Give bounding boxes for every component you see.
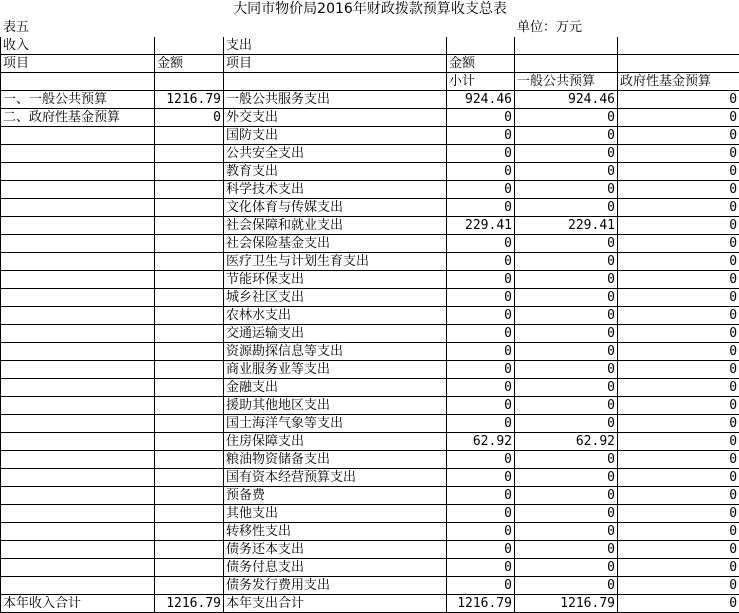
- expense-general: 0: [515, 271, 618, 289]
- expense-item: 社会保障和就业支出: [224, 217, 447, 235]
- expense-item: 其他支出: [224, 505, 447, 523]
- expense-item: 社会保险基金支出: [224, 235, 447, 253]
- expense-general: 0: [515, 379, 618, 397]
- general-budget-header: 一般公共预算: [515, 73, 618, 91]
- expense-subtotal: 62.92: [447, 433, 515, 451]
- expense-item: 节能环保支出: [224, 271, 447, 289]
- expense-fund: 0: [618, 127, 739, 145]
- expense-subtotal: 0: [447, 577, 515, 595]
- expense-subtotal: 0: [447, 343, 515, 361]
- expense-fund: 0: [618, 469, 739, 487]
- expense-subtotal: 0: [447, 145, 515, 163]
- expense-fund: 0: [618, 505, 739, 523]
- expense-general: 0: [515, 577, 618, 595]
- expense-item: 债务发行费用支出: [224, 577, 447, 595]
- expense-subtotal: 0: [447, 307, 515, 325]
- table-row: [1, 163, 739, 181]
- expense-fund: 0: [618, 217, 739, 235]
- expense-general: 0: [515, 199, 618, 217]
- income-item: 一、一般公共预算: [1, 91, 155, 109]
- expense-fund: 0: [618, 307, 739, 325]
- expense-header: 支出: [224, 37, 447, 55]
- table-row: [1, 397, 739, 415]
- expense-subtotal: 0: [447, 235, 515, 253]
- table-row: [1, 127, 739, 145]
- expense-item-header: 项目: [224, 55, 447, 73]
- expense-fund: 0: [618, 163, 739, 181]
- totals-row: [1, 595, 739, 613]
- expense-item: 一般公共服务支出: [224, 91, 447, 109]
- expense-general: 0: [515, 127, 618, 145]
- table-row: [1, 577, 739, 595]
- header-row-1: [1, 37, 739, 55]
- expense-general: 0: [515, 541, 618, 559]
- expense-fund: 0: [618, 577, 739, 595]
- expense-fund: 0: [618, 109, 739, 127]
- table-row: [1, 361, 739, 379]
- expense-item: 金融支出: [224, 379, 447, 397]
- income-total-label: 本年收入合计: [1, 595, 155, 613]
- expense-general: 0: [515, 181, 618, 199]
- expense-subtotal: 0: [447, 271, 515, 289]
- title-row: [1, 1, 739, 19]
- expense-item: 国土海洋气象等支出: [224, 415, 447, 433]
- table-row: [1, 109, 739, 127]
- table-row: [1, 415, 739, 433]
- expense-total-general: 1216.79: [515, 595, 618, 613]
- table-row: [1, 451, 739, 469]
- expense-general: 0: [515, 505, 618, 523]
- expense-item: 资源勘探信息等支出: [224, 343, 447, 361]
- expense-subtotal: 0: [447, 451, 515, 469]
- expense-general: 0: [515, 307, 618, 325]
- expense-subtotal: 0: [447, 397, 515, 415]
- expense-subtotal: 0: [447, 505, 515, 523]
- expense-item: 文化体育与传媒支出: [224, 199, 447, 217]
- table-row: [1, 181, 739, 199]
- expense-item: 债务付息支出: [224, 559, 447, 577]
- table-body: [1, 1, 739, 613]
- expense-general: 62.92: [515, 433, 618, 451]
- table-row: [1, 325, 739, 343]
- expense-item: 住房保障支出: [224, 433, 447, 451]
- expense-subtotal: 0: [447, 181, 515, 199]
- table-row: [1, 541, 739, 559]
- expense-item: 债务还本支出: [224, 541, 447, 559]
- expense-item: 预备费: [224, 487, 447, 505]
- expense-general: 0: [515, 451, 618, 469]
- expense-item: 援助其他地区支出: [224, 397, 447, 415]
- expense-fund: 0: [618, 415, 739, 433]
- expense-fund: 0: [618, 451, 739, 469]
- table-row: [1, 307, 739, 325]
- table-row: [1, 523, 739, 541]
- expense-item: 国有资本经营预算支出: [224, 469, 447, 487]
- expense-total-label: 本年支出合计: [224, 595, 447, 613]
- expense-general: 0: [515, 397, 618, 415]
- expense-subtotal: 0: [447, 163, 515, 181]
- income-amount: 0: [155, 109, 224, 127]
- expense-item: 公共安全支出: [224, 145, 447, 163]
- expense-item: 医疗卫生与计划生育支出: [224, 253, 447, 271]
- expense-fund: 0: [618, 541, 739, 559]
- table-title: 大同市物价局2016年财政拨款预算收支总表: [233, 1, 507, 17]
- expense-subtotal: 0: [447, 289, 515, 307]
- income-item-header: 项目: [1, 55, 155, 73]
- expense-subtotal: 0: [447, 325, 515, 343]
- expense-total-subtotal: 1216.79: [447, 595, 515, 613]
- meta-row: [1, 19, 739, 37]
- expense-subtotal: 0: [447, 199, 515, 217]
- expense-amount-header: 金额: [447, 55, 515, 73]
- expense-subtotal: 0: [447, 415, 515, 433]
- table-row: [1, 199, 739, 217]
- expense-subtotal: 0: [447, 127, 515, 145]
- header-row-3: [1, 73, 739, 91]
- expense-fund: 0: [618, 253, 739, 271]
- expense-fund: 0: [618, 199, 739, 217]
- expense-fund: 0: [618, 433, 739, 451]
- table-row: [1, 217, 739, 235]
- expense-item: 农林水支出: [224, 307, 447, 325]
- expense-subtotal: 0: [447, 523, 515, 541]
- expense-subtotal: 0: [447, 109, 515, 127]
- expense-item: 城乡社区支出: [224, 289, 447, 307]
- expense-item: 科学技术支出: [224, 181, 447, 199]
- expense-general: 0: [515, 469, 618, 487]
- table-row: [1, 469, 739, 487]
- expense-fund: 0: [618, 361, 739, 379]
- expense-item: 转移性支出: [224, 523, 447, 541]
- expense-general: 0: [515, 559, 618, 577]
- expense-general: 0: [515, 253, 618, 271]
- expense-fund: 0: [618, 343, 739, 361]
- expense-subtotal: 0: [447, 361, 515, 379]
- table-row: [1, 343, 739, 361]
- expense-general: 0: [515, 415, 618, 433]
- expense-fund: 0: [618, 181, 739, 199]
- fund-budget-header: 政府性基金预算: [618, 73, 739, 91]
- expense-subtotal: 0: [447, 559, 515, 577]
- table-row: [1, 505, 739, 523]
- expense-subtotal: 0: [447, 469, 515, 487]
- expense-subtotal: 0: [447, 253, 515, 271]
- expense-general: 0: [515, 109, 618, 127]
- expense-fund: 0: [618, 271, 739, 289]
- expense-general: 0: [515, 163, 618, 181]
- expense-subtotal: 229.41: [447, 217, 515, 235]
- expense-general: 0: [515, 235, 618, 253]
- expense-fund: 0: [618, 91, 739, 109]
- expense-item: 交通运输支出: [224, 325, 447, 343]
- expense-general: 0: [515, 487, 618, 505]
- table-row: [1, 235, 739, 253]
- expense-fund: 0: [618, 235, 739, 253]
- table-row: [1, 271, 739, 289]
- expense-general: 0: [515, 343, 618, 361]
- expense-fund: 0: [618, 487, 739, 505]
- header-row-2: [1, 55, 739, 73]
- expense-subtotal: 924.46: [447, 91, 515, 109]
- expense-fund: 0: [618, 523, 739, 541]
- table-row: [1, 433, 739, 451]
- expense-general: 0: [515, 145, 618, 163]
- table-row: [1, 379, 739, 397]
- unit-label: 单位：万元: [517, 20, 583, 35]
- table-row: [1, 145, 739, 163]
- expense-item: 粮油物资储备支出: [224, 451, 447, 469]
- table-row: [1, 487, 739, 505]
- expense-fund: 0: [618, 559, 739, 577]
- expense-fund: 0: [618, 397, 739, 415]
- expense-general: 229.41: [515, 217, 618, 235]
- income-amount: 1216.79: [155, 91, 224, 109]
- expense-fund: 0: [618, 379, 739, 397]
- table-row: [1, 91, 739, 109]
- expense-item: 外交支出: [224, 109, 447, 127]
- expense-general: 0: [515, 361, 618, 379]
- expense-general: 0: [515, 325, 618, 343]
- expense-subtotal: 0: [447, 487, 515, 505]
- table-row: [1, 253, 739, 271]
- expense-total-fund: 0: [618, 595, 739, 613]
- expense-general: 0: [515, 523, 618, 541]
- expense-subtotal: 0: [447, 379, 515, 397]
- expense-fund: 0: [618, 289, 739, 307]
- table-number: 表五: [3, 20, 30, 35]
- expense-fund: 0: [618, 145, 739, 163]
- income-amount-header: 金额: [155, 55, 224, 73]
- subtotal-header: 小计: [447, 73, 515, 91]
- expense-subtotal: 0: [447, 541, 515, 559]
- income-header: 收入: [1, 37, 155, 55]
- expense-item: 商业服务业等支出: [224, 361, 447, 379]
- expense-general: 924.46: [515, 91, 618, 109]
- table-row: [1, 289, 739, 307]
- expense-general: 0: [515, 289, 618, 307]
- expense-item: 国防支出: [224, 127, 447, 145]
- table-row: [1, 559, 739, 577]
- income-total-amount: 1216.79: [155, 595, 224, 613]
- income-item: 二、政府性基金预算: [1, 109, 155, 127]
- expense-item: 教育支出: [224, 163, 447, 181]
- expense-fund: 0: [618, 325, 739, 343]
